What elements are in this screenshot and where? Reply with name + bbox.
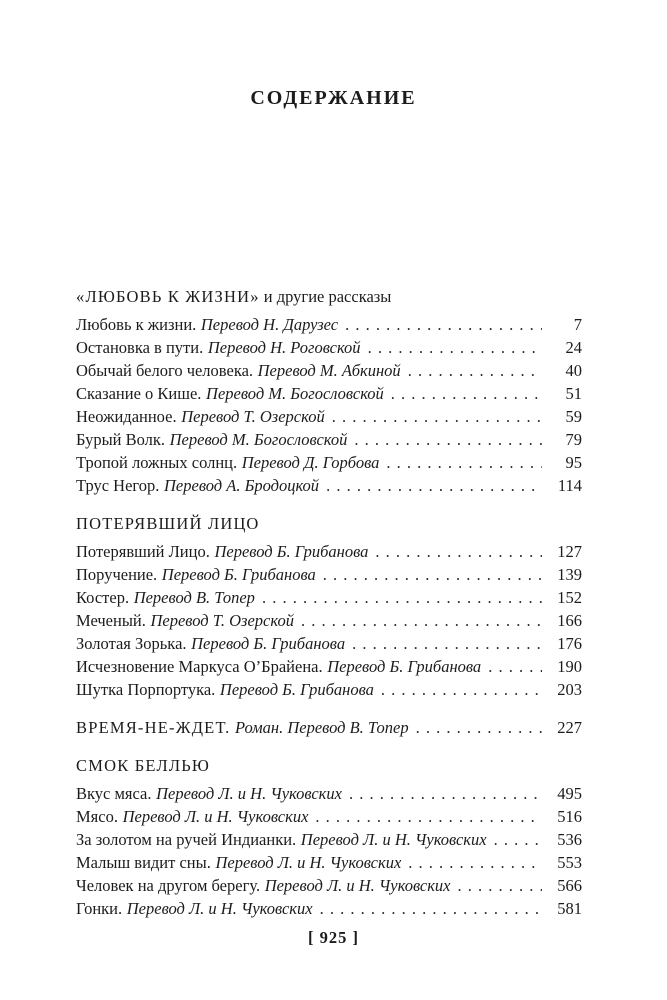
entry-page-number: 495 [557, 784, 582, 803]
entry-title: ВРЕМЯ-НЕ-ЖДЕТ. [76, 718, 231, 737]
dot-leader [408, 359, 542, 382]
toc-entry [76, 336, 582, 359]
dot-leader [354, 428, 542, 451]
entry-translator: Перевод Б. Грибанова [191, 634, 346, 653]
toc-section [76, 512, 582, 701]
toc-entry [76, 828, 582, 851]
dot-leader [416, 716, 542, 739]
entry-translator: Роман. Перевод В. Топер [235, 718, 409, 737]
toc-entry [76, 678, 582, 701]
toc-entry [76, 805, 582, 828]
entry-title: Меченый. [76, 611, 146, 630]
entry-page-number: 536 [557, 830, 582, 849]
entry-title: За золотом на ручей Индианки. [76, 830, 297, 849]
entry-title: Костер. [76, 588, 130, 607]
entry-translator: Перевод Л. и Н. Чуковских [156, 784, 342, 803]
entry-title: Вкус мяса. [76, 784, 152, 803]
entry-page-number: 152 [557, 588, 582, 607]
entry-page-number: 79 [565, 430, 582, 449]
entry-title: Тропой ложных солнц. [76, 453, 238, 472]
toc-entry [76, 782, 582, 805]
dot-leader [375, 540, 542, 563]
entry-title: Остановка в пути. [76, 338, 204, 357]
entry-translator: Перевод Б. Грибанова [161, 565, 316, 584]
entry-title: Мясо. [76, 807, 118, 826]
table-of-contents [76, 285, 582, 920]
toc-entry [76, 540, 582, 563]
dot-leader [458, 874, 542, 897]
entry-title: Любовь к жизни. [76, 315, 197, 334]
entry-title: Человек на другом берегу. [76, 876, 261, 895]
entry-page-number: 581 [557, 899, 582, 918]
entry-translator: Перевод Д. Горбова [241, 453, 380, 472]
page-number-footer: [ 925 ] [308, 928, 359, 947]
dot-leader [345, 313, 542, 336]
toc-entry [76, 563, 582, 586]
entry-translator: Перевод М. Богословской [206, 384, 384, 403]
entry-translator: Перевод Л. и Н. Чуковских [122, 807, 309, 826]
toc-entry [76, 474, 582, 497]
dot-leader [386, 451, 542, 474]
entry-translator: Перевод Л. и Н. Чуковских [264, 876, 451, 895]
entry-title: Поручение. [76, 565, 158, 584]
entry-page-number: 95 [565, 453, 582, 472]
dot-leader [315, 805, 542, 828]
section-heading-caps: «ЛЮБОВЬ К ЖИЗНИ» [76, 287, 260, 306]
dot-leader [391, 382, 542, 405]
toc-entry [76, 851, 582, 874]
section-heading-caps: СМОК БЕЛЛЬЮ [76, 756, 211, 775]
entry-page-number: 203 [557, 680, 582, 699]
entry-title: Неожиданное. [76, 407, 177, 426]
entry-page-number: 40 [565, 361, 582, 380]
entry-title: Малыш видит сны. [76, 853, 211, 872]
entry-translator: Перевод Т. Озерской [150, 611, 294, 630]
entry-page-number: 139 [557, 565, 582, 584]
entry-page-number: 566 [557, 876, 582, 895]
contents-title: СОДЕРЖАНИЕ [250, 87, 417, 109]
entry-page-number: 127 [557, 542, 582, 561]
entry-translator: Перевод Т. Озерской [181, 407, 325, 426]
dot-leader [349, 782, 542, 805]
toc-entry [76, 313, 582, 336]
entry-title: Потерявший Лицо. [76, 542, 210, 561]
section-heading-caps: ПОТЕРЯВШИЙ ЛИЦО [76, 514, 260, 533]
toc-entry [76, 451, 582, 474]
entry-translator: Перевод Б. Грибанова [219, 680, 374, 699]
entry-translator: Перевод Н. Роговской [207, 338, 361, 357]
toc-entry [76, 586, 582, 609]
entry-page-number: 7 [573, 315, 582, 334]
toc-entry [76, 359, 582, 382]
section-heading [76, 754, 582, 777]
entry-translator: Перевод Н. Дарузес [200, 315, 339, 334]
entry-title: Гонки. [76, 899, 123, 918]
toc-section [76, 716, 582, 739]
toc-entry [76, 874, 582, 897]
entry-page-number: 51 [565, 384, 582, 403]
entry-translator: Перевод Л. и Н. Чуковских [126, 899, 313, 918]
entry-translator: Перевод М. Абкиной [257, 361, 401, 380]
dot-leader [262, 586, 542, 609]
entry-translator: Перевод В. Топер [133, 588, 255, 607]
dot-leader [323, 563, 542, 586]
section-heading [76, 512, 582, 535]
section-heading-rest: и другие рассказы [259, 287, 392, 306]
entry-page-number: 227 [557, 718, 582, 737]
dot-leader [408, 851, 542, 874]
entry-translator: Перевод Л. и Н. Чуковских [300, 830, 487, 849]
toc-entry [76, 897, 582, 920]
dot-leader [368, 336, 542, 359]
entry-translator: Перевод А. Бродоцкой [164, 476, 320, 495]
dot-leader [332, 405, 542, 428]
dot-leader [326, 474, 542, 497]
entry-translator: Перевод Б. Грибанова [327, 657, 482, 676]
entry-page-number: 166 [557, 611, 582, 630]
entry-title: Обычай белого человека. [76, 361, 254, 380]
toc-entry [76, 428, 582, 451]
dot-leader [320, 897, 542, 920]
toc-section [76, 285, 582, 497]
dot-leader [381, 678, 542, 701]
dot-leader [488, 655, 542, 678]
entry-page-number: 59 [565, 407, 582, 426]
entry-translator: Перевод Л. и Н. Чуковских [215, 853, 402, 872]
dot-leader [494, 828, 542, 851]
entry-translator: Перевод М. Богословской [169, 430, 348, 449]
entry-page-number: 190 [557, 657, 582, 676]
toc-entry [76, 405, 582, 428]
entry-page-number: 24 [565, 338, 582, 357]
section-heading [76, 285, 582, 308]
entry-page-number: 176 [557, 634, 582, 653]
toc-entry [76, 716, 582, 739]
entry-page-number: 516 [557, 807, 582, 826]
entry-title: Исчезновение Маркуса О’Брайена. [76, 657, 323, 676]
entry-title: Сказание о Кише. [76, 384, 202, 403]
entry-title: Шутка Порпортука. [76, 680, 216, 699]
entry-page-number: 114 [557, 476, 582, 495]
entry-title: Трус Негор. [76, 476, 160, 495]
dot-leader [352, 632, 542, 655]
entry-title: Бурый Волк. [76, 430, 166, 449]
toc-entry [76, 632, 582, 655]
entry-title: Золотая Зорька. [76, 634, 187, 653]
dot-leader [301, 609, 542, 632]
entry-page-number: 553 [557, 853, 582, 872]
toc-section [76, 754, 582, 920]
toc-entry [76, 382, 582, 405]
toc-entry [76, 655, 582, 678]
toc-entry [76, 609, 582, 632]
entry-translator: Перевод Б. Грибанова [214, 542, 369, 561]
